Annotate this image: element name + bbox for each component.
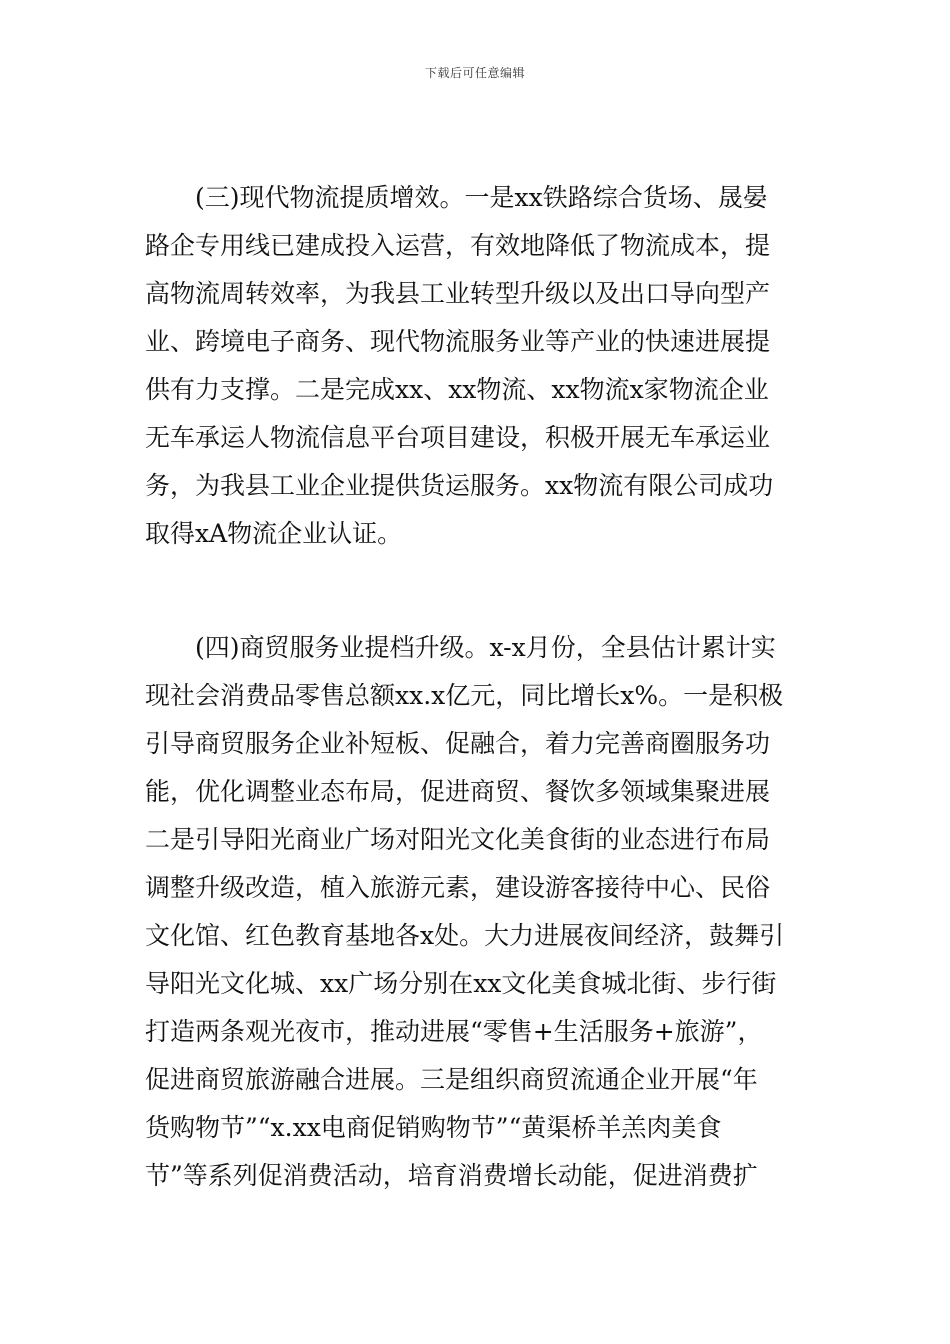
text-line: 调整升级改造，植入旅游元素，建设游客接待中心、民俗 [145,873,771,902]
text-line: 二是引导阳光商业广场对阳光文化美食街的业态进行布局 [145,825,771,854]
paragraph-commerce [145,624,807,1200]
text-line: 货购物节”“x.xx电商促销购物节”“黄渠桥羊羔肉美食 [145,1113,722,1142]
page-header: 下载后可任意编辑 [424,66,525,80]
text-line: 路企专用线已建成投入运营，有效地降低了物流成本，提 [145,231,771,260]
text-line: 文化馆、红色教育基地各x处。大力进展夜间经济，鼓舞引 [145,921,785,950]
text-line: 现社会消费品零售总额xx.x亿元，同比增长x%。一是积极 [145,681,784,710]
text-line: 高物流周转效率，为我县工业转型升级以及出口导向型产 [145,279,771,308]
paragraph-logistics [145,174,807,558]
text-line: 供有力支撑。二是完成xx、xx物流、xx物流x家物流企业 [145,375,769,404]
text-line: 无车承运人物流信息平台项目建设，积极开展无车承运业 [145,423,771,452]
text-line: 能，优化调整业态布局，促进商贸、餐饮多领域集聚进展 [145,777,771,806]
text-line: 打造两条观光夜市，推动进展“零售+生活服务+旅游”， [145,1017,763,1046]
text-line: 务，为我县工业企业提供货运服务。xx物流有限公司成功 [145,471,774,500]
text-line: 取得xA物流企业认证。 [145,519,403,548]
text-line: 引导商贸服务企业补短板、促融合，着力完善商圈服务功 [145,729,771,758]
text-line: 节”等系列促消费活动，培育消费增长动能，促进消费扩 [145,1161,758,1190]
text-line: 促进商贸旅游融合进展。三是组织商贸流通企业开展“年 [145,1065,758,1094]
text-line: (三)现代物流提质增效。一是xx铁路综合货场、晟晏 [145,183,768,212]
text-line: (四)商贸服务业提档升级。x-x月份，全县估计累计实 [145,633,776,662]
text-line: 业、跨境电子商务、现代物流服务业等产业的快速进展提 [145,327,771,356]
text-line: 导阳光文化城、xx广场分别在xx文化美食城北街、步行街 [145,969,777,998]
